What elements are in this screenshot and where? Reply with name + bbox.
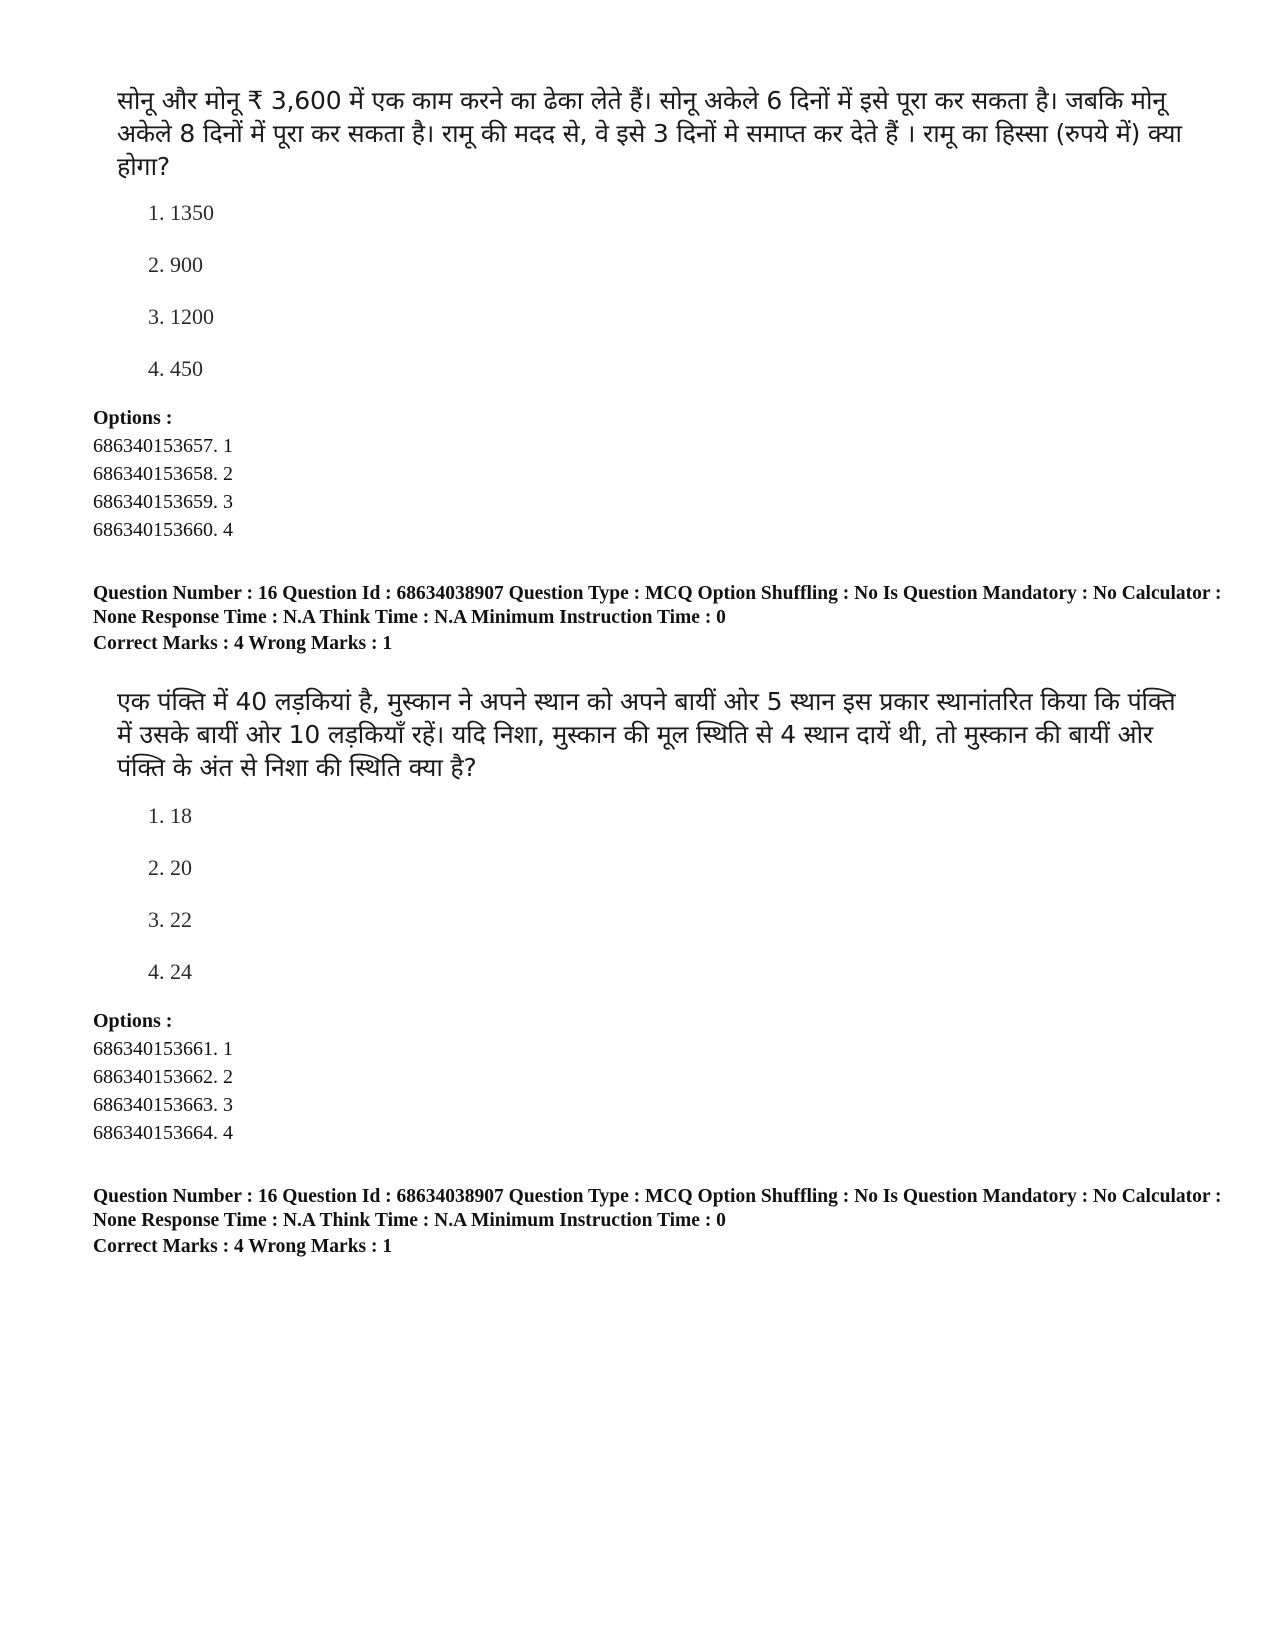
answer-choice: 3. 22: [148, 907, 192, 932]
options-label: Options :: [93, 407, 173, 429]
option-id: 686340153662. 2: [93, 1066, 233, 1088]
option-id: 686340153663. 3: [93, 1094, 233, 1116]
option-id: 686340153660. 4: [93, 519, 233, 541]
option-id: 686340153657. 1: [93, 435, 233, 457]
options-label: Options :: [93, 1010, 173, 1032]
question-text: सोनू और मोनू ₹ 3,600 में एक काम करने का ढेका लेते हैं। सोनू अकेले 6 दिनों में इसे पूरा कर सकता है। जबकि मोनू अकेले 8 दिनों में पूरा कर सकता है। रामू की मदद से, वे इसे 3 दिनों मे समाप्त कर देते हैं । रामू का हिस्सा (रुपये में) क्या होगा?: [117, 86, 1182, 181]
answer-choice: 4. 24: [148, 959, 192, 984]
answer-choice: 2. 20: [148, 855, 192, 880]
answer-choice: 4. 450: [148, 356, 203, 381]
option-id: 686340153659. 3: [93, 491, 233, 513]
option-id: 686340153661. 1: [93, 1038, 233, 1060]
answer-choice: 3. 1200: [148, 304, 214, 329]
question-meta: Question Number : 16 Question Id : 68634038907 Question Type : MCQ Option Shuffling : No Is Question Mandatory : No Calculator : None Response Time : N.A Think Time : N.A Minimum Instruction Time : 0: [93, 1186, 1222, 1231]
question-marks: Correct Marks : 4 Wrong Marks : 1: [93, 1236, 393, 1257]
answer-choice: 2. 900: [148, 252, 203, 277]
question-meta: Question Number : 16 Question Id : 68634038907 Question Type : MCQ Option Shuffling : No Is Question Mandatory : No Calculator : None Response Time : N.A Think Time : N.A Minimum Instruction Time : 0: [93, 583, 1222, 628]
question-marks: Correct Marks : 4 Wrong Marks : 1: [93, 633, 393, 654]
answer-choice: 1. 18: [148, 803, 192, 828]
option-id: 686340153658. 2: [93, 463, 233, 485]
option-id: 686340153664. 4: [93, 1122, 233, 1144]
question-text: एक पंक्ति में 40 लड़कियां है, मुस्कान ने अपने स्थान को अपने बायीं ओर 5 स्थान इस प्रकार स्थानांतरित किया कि पंक्ति में उसके बायीं ओर 10 लड़कियाँ रहें। यदि निशा, मुस्कान की मूल स्थिति से 4 स्थान दायें थी, तो मुस्कान की बायीं ओर पंक्ति के अंत से निशा की स्थिति क्या है?: [117, 687, 1176, 782]
answer-choice: 1. 1350: [148, 200, 214, 225]
